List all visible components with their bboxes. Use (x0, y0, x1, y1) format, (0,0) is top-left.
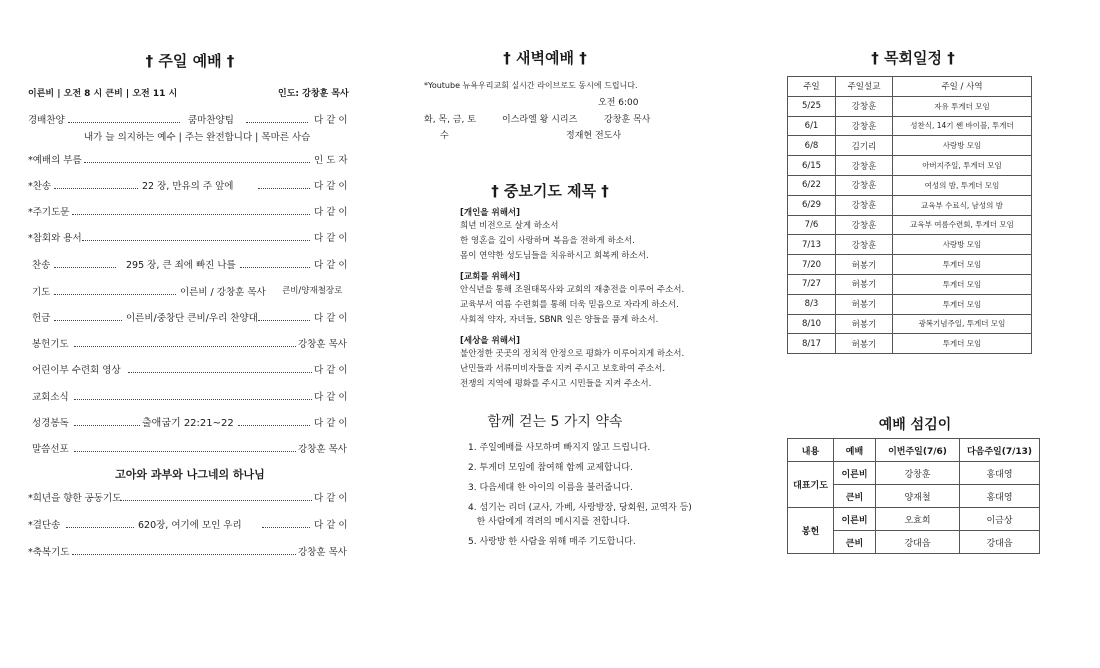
promise-item: 4. 섬기는 리더 (교사, 가베, 사랑방장, 당회원, 교역자 등) (468, 503, 692, 513)
dot-leader (82, 240, 310, 241)
order-right: 다 같 이 (314, 233, 348, 244)
ministry-cell: 자유 투게더 모임 (893, 96, 1032, 116)
order-label: *참회와 용서 (28, 233, 82, 244)
preacher-cell: 허봉기 (836, 314, 893, 334)
order-right: 다 같 이 (314, 207, 348, 218)
preacher-cell: 허봉기 (836, 334, 893, 354)
ministry-cell: 여성의 밤, 투게더 모임 (893, 175, 1032, 195)
dot-leader (258, 188, 310, 189)
order-right: 다 같 이 (314, 520, 348, 531)
preacher-cell: 강창훈 (836, 195, 893, 215)
role-cell: 봉헌 (788, 508, 834, 554)
order-right: 다 같 이 (314, 115, 348, 126)
table-row (788, 116, 1032, 136)
service-cell: 이른비 (834, 508, 876, 531)
this-week-cell: 강대읍 (876, 531, 960, 554)
ministry-cell: 투게더 모임 (893, 255, 1032, 275)
order-right: 강창훈 목사 (298, 444, 347, 455)
prayer-item: 한 영혼을 깊이 사랑하며 복음을 전하게 하소서. (460, 236, 635, 246)
order-label: *주기도문 (28, 207, 70, 218)
dot-leader (128, 372, 312, 373)
order-label: 헌금 (32, 313, 51, 324)
schedule-table (787, 76, 1032, 354)
table-row (788, 175, 1032, 195)
table-row (788, 96, 1032, 116)
column-header: 주일 / 사역 (893, 77, 1032, 97)
table-row (788, 274, 1032, 294)
order-label: *예배의 부름 (28, 155, 82, 166)
dot-leader (74, 346, 296, 347)
table-header-row (788, 439, 1040, 462)
table-row (788, 235, 1032, 255)
prayer-title: † 중보기도 제목 † (491, 182, 609, 200)
sunday-title: † 주일 예배 † (145, 52, 235, 70)
order-label: 봉헌기도 (32, 339, 69, 350)
table-row (788, 334, 1032, 354)
order-label: 어린이부 수련회 영상 (32, 365, 121, 376)
column-header: 내용 (788, 439, 834, 462)
next-week-cell: 홍대영 (960, 485, 1040, 508)
date-cell: 8/3 (788, 294, 836, 314)
table-row (788, 314, 1032, 334)
dawn-leader-wed: 정재현 전도사 (566, 131, 622, 141)
dot-leader (54, 188, 138, 189)
order-mid: 이른비 / 강창훈 목사 (180, 287, 266, 298)
next-week-cell: 강대읍 (960, 531, 1040, 554)
date-cell: 7/6 (788, 215, 836, 235)
promise-title: 함께 걷는 5 가지 약속 (487, 414, 623, 430)
dot-leader (262, 527, 310, 528)
dot-leader (246, 122, 308, 123)
column-header: 다음주일(7/13) (960, 439, 1040, 462)
dawn-leader: 강창훈 목사 (604, 115, 651, 125)
schedule-title: † 목회일정 † (871, 49, 955, 67)
ministry-cell: 투게더 모임 (893, 294, 1032, 314)
prayer-item: 안식년을 통해 조원태목사와 교회의 재충전을 이루어 주소서. (460, 285, 685, 295)
order-right: 인 도 자 (314, 155, 348, 166)
order-label: 기도 (32, 287, 51, 298)
prayer-section-head: [개인을 위해서] (460, 208, 520, 218)
preacher-cell: 강창훈 (836, 156, 893, 176)
order-label: 찬송 (32, 260, 51, 271)
column-header: 이번주일(7/6) (876, 439, 960, 462)
date-cell: 6/8 (788, 136, 836, 156)
dot-leader (68, 122, 180, 123)
promise-item: 한 사람에게 격려의 메시지를 전합니다. (468, 517, 630, 527)
next-week-cell: 이금상 (960, 508, 1040, 531)
table-row (788, 156, 1032, 176)
table-row (788, 195, 1032, 215)
order-right: 다 같 이 (314, 418, 348, 429)
dawn-note: *Youtube 뉴욕우리교회 실시간 라이브로도 동시에 드립니다. (424, 81, 638, 90)
preacher-cell: 김기리 (836, 136, 893, 156)
prayer-item: 몸이 연약한 성도님들을 치유하시고 회복케 하소서. (460, 251, 649, 261)
date-cell: 8/10 (788, 314, 836, 334)
dot-leader (240, 267, 310, 268)
date-cell: 6/15 (788, 156, 836, 176)
sermon-title: 고아와 과부와 나그네의 하나님 (115, 468, 265, 481)
this-week-cell: 양재철 (876, 485, 960, 508)
prayer-item: 사회적 약자, 자녀들, SBNR 일은 양들을 품게 하소서. (460, 315, 659, 325)
order-label: 말씀선포 (32, 444, 69, 455)
prayer-item: 불안정한 곳곳의 정치적 안정으로 평화가 이루어지게 하소서. (460, 349, 685, 359)
order-label: 성경봉독 (32, 418, 69, 429)
ministry-cell: 투게더 모임 (893, 334, 1032, 354)
order-right: 다 같 이 (314, 493, 348, 504)
order-right: 강창훈 목사 (298, 547, 347, 558)
dot-leader (120, 500, 312, 501)
order-label: *축복기도 (28, 547, 70, 558)
dot-leader (66, 527, 134, 528)
role-cell: 대표기도 (788, 462, 834, 508)
ministry-cell: 아버지주일, 투게더 모임 (893, 156, 1032, 176)
serve-table (787, 438, 1040, 554)
ministry-cell: 사랑방 모임 (893, 136, 1032, 156)
prayer-section-head: [교회를 위해서] (460, 272, 520, 282)
ministry-cell: 투게더 모임 (893, 274, 1032, 294)
order-mid: 22 장, 만유의 주 앞에 (142, 181, 234, 192)
preacher-cell: 허봉기 (836, 274, 893, 294)
preacher-cell: 강창훈 (836, 116, 893, 136)
ministry-cell: 교육부 여름수련회, 투게더 모임 (893, 215, 1032, 235)
date-cell: 7/20 (788, 255, 836, 275)
date-cell: 7/27 (788, 274, 836, 294)
date-cell: 6/22 (788, 175, 836, 195)
order-right: 다 같 이 (314, 313, 348, 324)
column-header: 예배 (834, 439, 876, 462)
promise-item: 1. 주일예배를 사모하며 빠지지 않고 드립니다. (468, 443, 651, 453)
dot-leader (54, 294, 176, 295)
preacher-cell: 강창훈 (836, 235, 893, 255)
promise-item: 5. 사랑방 한 사람을 위해 매주 기도합니다. (468, 537, 636, 547)
table-row (788, 136, 1032, 156)
preacher-cell: 강창훈 (836, 96, 893, 116)
dot-leader (54, 267, 116, 268)
order-label: *찬송 (28, 181, 52, 192)
service-leader: 인도: 강창훈 목사 (278, 89, 349, 99)
order-right: 다 같 이 (314, 181, 348, 192)
prayer-item: 난민들과 서류미비자들을 지켜 주시고 보호하여 주소서. (460, 364, 666, 374)
next-week-cell: 홍대영 (960, 462, 1040, 485)
order-right: 다 같 이 (314, 260, 348, 271)
table-row (788, 255, 1032, 275)
date-cell: 6/1 (788, 116, 836, 136)
order-label: *희년을 향한 공동기도 (28, 493, 122, 504)
praise-songs: 내가 늘 의지하는 예수 | 주는 완전합니다 | 목마른 사슴 (84, 132, 311, 143)
order-right: 다 같 이 (314, 365, 348, 376)
ministry-cell: 광복기념주일, 투게더 모임 (893, 314, 1032, 334)
order-label: 교회소식 (32, 392, 69, 403)
date-cell: 8/17 (788, 334, 836, 354)
table-row (788, 294, 1032, 314)
this-week-cell: 강창훈 (876, 462, 960, 485)
dot-leader (54, 320, 122, 321)
dot-leader (74, 399, 312, 400)
table-row (788, 462, 1040, 485)
dot-leader (238, 425, 310, 426)
preacher-cell: 허봉기 (836, 294, 893, 314)
order-mid: 620장, 여기에 모인 우리 (138, 520, 242, 531)
dawn-series: 이스라엘 왕 시리즈 (502, 115, 578, 125)
service-cell: 이른비 (834, 462, 876, 485)
date-cell: 7/13 (788, 235, 836, 255)
scripture: 출애굽기 22:21~22 (142, 418, 234, 429)
ministry-cell: 성찬식, 14기 쎈 바이블, 투게더 (893, 116, 1032, 136)
service-times: 이른비 | 오전 8 시 큰비 | 오전 11 시 (28, 89, 178, 99)
order-right: 강창훈 목사 (298, 339, 347, 350)
promise-item: 3. 다음세대 한 아이의 이름을 불러줍니다. (468, 483, 633, 493)
dot-leader (72, 214, 310, 215)
order-label: 경배찬양 (28, 115, 65, 126)
table-row (788, 215, 1032, 235)
this-week-cell: 오효희 (876, 508, 960, 531)
order-mid: 이른비/중창단 큰비/우리 찬양대 (126, 313, 258, 324)
dot-leader (74, 425, 140, 426)
order-label: *결단송 (28, 520, 61, 531)
dot-leader (72, 554, 296, 555)
ministry-cell: 교육부 수료식, 남성의 밤 (893, 195, 1032, 215)
order-right: 다 같 이 (314, 392, 348, 403)
column-header: 주일설교 (836, 77, 893, 97)
prayer-item: 희년 비전으로 살게 하소서 (460, 221, 559, 231)
prayer-item: 전쟁의 지역에 평화를 주시고 시민들을 지켜 주소서. (460, 379, 652, 389)
dot-leader (84, 162, 310, 163)
preacher-cell: 강창훈 (836, 175, 893, 195)
table-row (788, 508, 1040, 531)
order-right: 큰비/양재철장로 (282, 286, 343, 296)
promise-item: 2. 투게더 모임에 참여해 함께 교제합니다. (468, 463, 633, 473)
dot-leader (258, 320, 310, 321)
column-header: 주일 (788, 77, 836, 97)
serve-title: 예배 섬김이 (878, 417, 952, 433)
preacher-cell: 강창훈 (836, 215, 893, 235)
dawn-title: † 새벽예배 † (503, 49, 587, 67)
preacher-cell: 허봉기 (836, 255, 893, 275)
date-cell: 5/25 (788, 96, 836, 116)
service-cell: 큰비 (834, 485, 876, 508)
table-header-row (788, 77, 1032, 97)
ministry-cell: 사랑방 모임 (893, 235, 1032, 255)
dawn-days-wed: 수 (440, 131, 449, 141)
date-cell: 6/29 (788, 195, 836, 215)
dot-leader (74, 451, 296, 452)
prayer-section-head: [세상을 위해서] (460, 336, 520, 346)
order-mid: 295 장, 큰 죄에 빠진 나를 (126, 260, 236, 271)
order-mid: 쿰마찬양팀 (188, 115, 234, 126)
dawn-time: 오전 6:00 (598, 98, 639, 108)
prayer-item: 교육부서 여름 수련회를 통해 더욱 믿음으로 자라게 하소서. (460, 300, 679, 310)
service-cell: 큰비 (834, 531, 876, 554)
dawn-days: 화, 목, 금, 토 (424, 115, 476, 125)
